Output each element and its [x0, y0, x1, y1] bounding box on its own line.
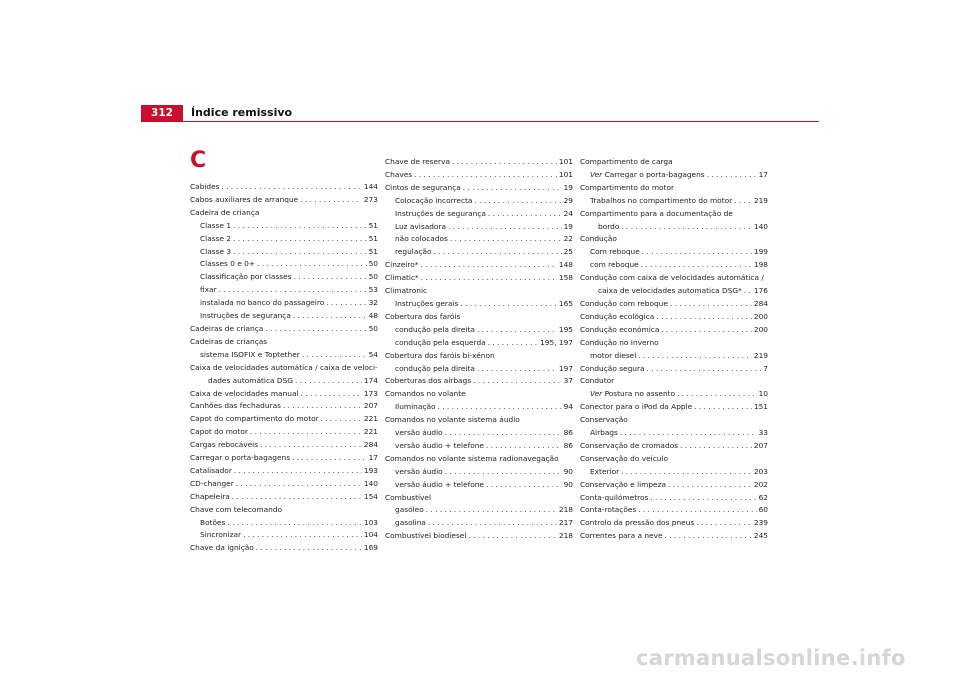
index-subentry: motor diesel . . . 219: [580, 350, 768, 363]
index-entry: Chave de reserva . . . 101: [385, 156, 573, 169]
index-subentry: condução pela esquerda . . . 195, 197: [385, 337, 573, 350]
index-heading: Conservação do veículo: [580, 453, 669, 463]
index-entry: Chave da ignição . . . 169: [190, 542, 378, 555]
index-subentry: sistema ISOFIX e Toptether . . . 54: [190, 349, 378, 362]
index-subentry: Classe 1 . . . 51: [190, 220, 378, 233]
index-entry: Correntes para a neve . . . 245: [580, 530, 768, 543]
index-heading: Caixa de velocidades automática / caixa de veloci-: [190, 362, 378, 372]
index-entry: Capot do motor . . . 221: [190, 426, 378, 439]
index-subentry: Sincronizar . . . 104: [190, 529, 378, 542]
index-entry: Conservação de cromados . . . 207: [580, 440, 768, 453]
index-subentry: não colocados . . . 22: [385, 233, 573, 246]
index-entry: Carregar o porta-bagagens . . . 17: [190, 452, 378, 465]
index-heading: Cadeira de criança: [190, 207, 260, 217]
index-subentry: Classes 0 e 0+ . . . 50: [190, 258, 378, 271]
page-number: 312: [141, 105, 183, 121]
index-entry: Condução segura . . . 7: [580, 363, 768, 376]
index-entry: Cabos auxiliares de arranque . . . 273: [190, 194, 378, 207]
index-heading: Compartimento de carga: [580, 157, 673, 166]
index-heading: Condução com caixa de velocidades automática /: [580, 273, 764, 283]
index-entry: Capot do compartimento do motor . . . 221: [190, 413, 378, 426]
index-subentry: fixar . . . 53: [190, 284, 378, 297]
header-rule: [141, 121, 819, 122]
index-entry: Controlo da pressão dos pneus . . . 239: [580, 517, 768, 530]
index-subentry: dades automática DSG . . . 174: [190, 375, 378, 388]
index-subentry: Ver Carregar o porta-bagagens . . . 17: [580, 169, 768, 182]
index-entry: Canhões das fechaduras . . . 207: [190, 400, 378, 413]
see-reference: Ver: [590, 389, 603, 399]
index-subentry: Com reboque . . . 199: [580, 246, 768, 259]
index-subentry: versão áudio + telefone . . . 90: [385, 479, 573, 492]
index-entry: Cinzeiro* . . . 148: [385, 259, 573, 272]
index-heading: Climatronic: [385, 286, 428, 296]
index-column-2: [385, 156, 573, 543]
index-entry: Condução com reboque . . . 284: [580, 298, 768, 311]
index-column-1: [190, 181, 378, 555]
index-entry: Caixa de velocidades manual . . . 173: [190, 388, 378, 401]
watermark-text: carmanualsonline.info: [636, 646, 906, 670]
index-heading: Comandos no volante sistema áudio: [385, 415, 520, 425]
index-subentry: Classe 2 . . . 51: [190, 233, 378, 246]
index-entry: Combustível biodiesel . . . 218: [385, 530, 573, 543]
index-heading: Comandos no volante: [385, 389, 466, 399]
index-subentry: gasóleo . . . 218: [385, 504, 573, 517]
index-entry: CD-changer . . . 140: [190, 478, 378, 491]
index-subentry: regulação . . . 25: [385, 246, 573, 259]
index-subentry: Ver Postura no assento . . . 10: [580, 388, 768, 401]
index-entry: Cadeiras de criança . . . 50: [190, 323, 378, 336]
index-subentry: instalada no banco do passageiro . . . 32: [190, 297, 378, 310]
index-entry: Cargas rebocáveis . . . 284: [190, 439, 378, 452]
index-subentry: Instruções de segurança . . . 48: [190, 310, 378, 323]
index-entry: Conta-rotações . . . 60: [580, 504, 768, 517]
index-subentry: caixa de velocidades automatica DSG* . . . 176: [580, 285, 768, 298]
index-subentry: versão áudio . . . 86: [385, 427, 573, 440]
index-subentry: Instruções gerais . . . 165: [385, 298, 573, 311]
index-subentry: com reboque . . . 198: [580, 259, 768, 272]
index-subentry: versão áudio . . . 90: [385, 466, 573, 479]
index-entry: Climatic* . . . 158: [385, 272, 573, 285]
page-title: Índice remissivo: [191, 106, 293, 119]
index-entry: Cintos de segurança . . . 19: [385, 182, 573, 195]
index-entry: Conector para o iPod da Apple . . . 151: [580, 401, 768, 414]
index-heading: Condução no Inverno: [580, 337, 659, 347]
section-letter: C: [190, 148, 207, 173]
index-subentry: condução pela direita . . . 195: [385, 324, 573, 337]
index-subentry: gasolina . . . 217: [385, 517, 573, 530]
index-subentry: bordo . . . 140: [580, 221, 768, 234]
index-subentry: versão áudio + telefone . . . 86: [385, 440, 573, 453]
index-heading: Combustível: [385, 492, 432, 502]
index-column-3: [580, 156, 768, 543]
index-entry: Cabides . . . 144: [190, 181, 378, 194]
index-subentry: Trabalhos no compartimento do motor . . . 219: [580, 195, 768, 208]
see-reference: Ver: [590, 169, 603, 179]
index-subentry: Luz avisadora . . . 19: [385, 221, 573, 234]
index-heading: Comandos no volante sistema radionavegação: [385, 453, 559, 463]
index-subentry: Instruções de segurança . . . 24: [385, 208, 573, 221]
index-subentry: Classificação por classes . . . 50: [190, 271, 378, 284]
index-subentry: Exterior . . . 203: [580, 466, 768, 479]
index-heading: Cobertura dos faróis: [385, 311, 461, 321]
index-heading: Conservação: [580, 415, 628, 425]
index-subentry: Botões . . . 103: [190, 517, 378, 530]
index-heading: Condutor: [580, 376, 615, 386]
index-subentry: Airbags . . . 33: [580, 427, 768, 440]
index-subentry: Iluminação . . . 94: [385, 401, 573, 414]
index-entry: Condução económica . . . 200: [580, 324, 768, 337]
index-entry: Conservação e limpeza . . . 202: [580, 479, 768, 492]
index-subentry: Classe 3 . . . 51: [190, 246, 378, 259]
index-subentry: condução pela direita . . . 197: [385, 363, 573, 376]
index-entry: Chapeleira . . . 154: [190, 491, 378, 504]
index-heading: Cobertura dos faróis bi-xénon: [385, 350, 495, 360]
index-heading: Chave com telecomando: [190, 504, 283, 514]
index-subentry: Colocação incorrecta . . . 29: [385, 195, 573, 208]
index-heading: Cadeiras de crianças: [190, 336, 268, 346]
index-heading: Compartimento para a documentação de: [580, 208, 733, 218]
index-entry: Conta-quilómetros . . . 62: [580, 492, 768, 505]
index-entry: Chaves . . . 101: [385, 169, 573, 182]
index-heading: Condução: [580, 234, 617, 244]
index-entry: Catalisador . . . 193: [190, 465, 378, 478]
index-entry: Condução ecológica . . . 200: [580, 311, 768, 324]
index-entry: Coberturas dos airbags . . . 37: [385, 375, 573, 388]
index-heading: Compartimento do motor: [580, 182, 675, 192]
